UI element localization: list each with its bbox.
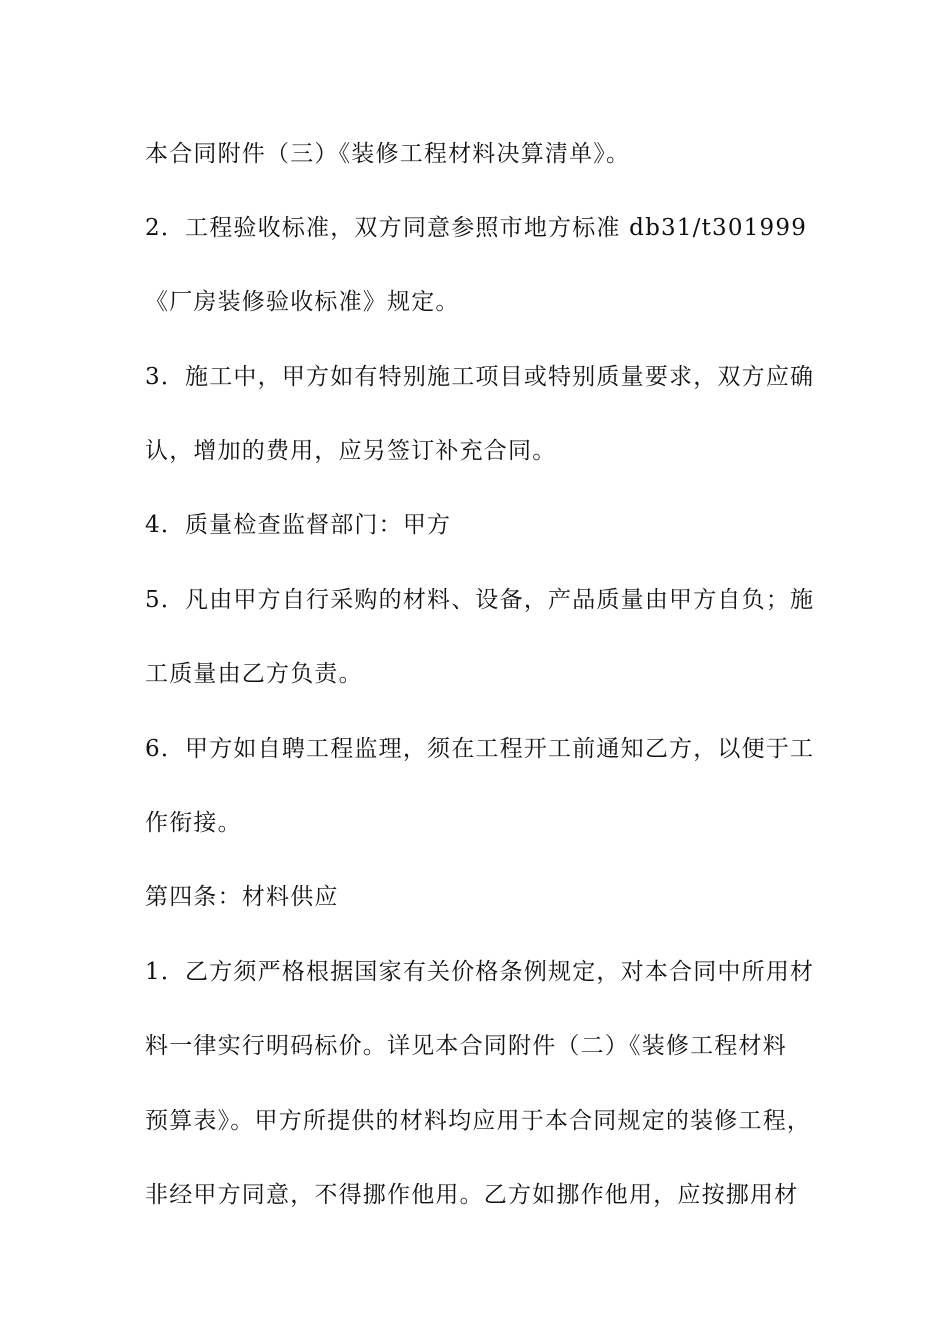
text-line: 《厂房装修验收标准》规定。 — [145, 289, 460, 315]
text-line: 预算表》。甲方所提供的材料均应用于本合同规定的装修工程， — [145, 1108, 812, 1134]
section-heading: 第四条：材料供应 — [145, 884, 339, 910]
text-line: 本合同附件（三）《装修工程材料决算清单》。 — [145, 141, 631, 167]
text-line: 工质量由乙方负责。 — [145, 661, 363, 687]
text-line: 5．凡由甲方自行采购的材料、设备，产品质量由甲方自负；施 — [145, 587, 815, 613]
text-line: 3．施工中，甲方如有特别施工项目或特别质量要求，双方应确 — [145, 364, 815, 390]
text-line: 4．质量检查监督部门：甲方 — [145, 512, 452, 538]
text-line: 1．乙方须严格根据国家有关价格条例规定，对本合同中所用材 — [145, 959, 815, 985]
text-line: 非经甲方同意，不得挪作他用。乙方如挪作他用，应按挪用材 — [145, 1182, 799, 1208]
text-line: 作衔接。 — [145, 810, 242, 836]
text-line: 料一律实行明码标价。详见本合同附件（二）《装修工程材料 — [145, 1033, 787, 1059]
text-line: 2．工程验收标准，双方同意参照市地方标准 db31/t301999 — [145, 215, 808, 241]
text-line: 认，增加的费用，应另签订补充合同。 — [145, 438, 557, 464]
text-line: 6．甲方如自聘工程监理，须在工程开工前通知乙方，以便于工 — [145, 736, 815, 762]
